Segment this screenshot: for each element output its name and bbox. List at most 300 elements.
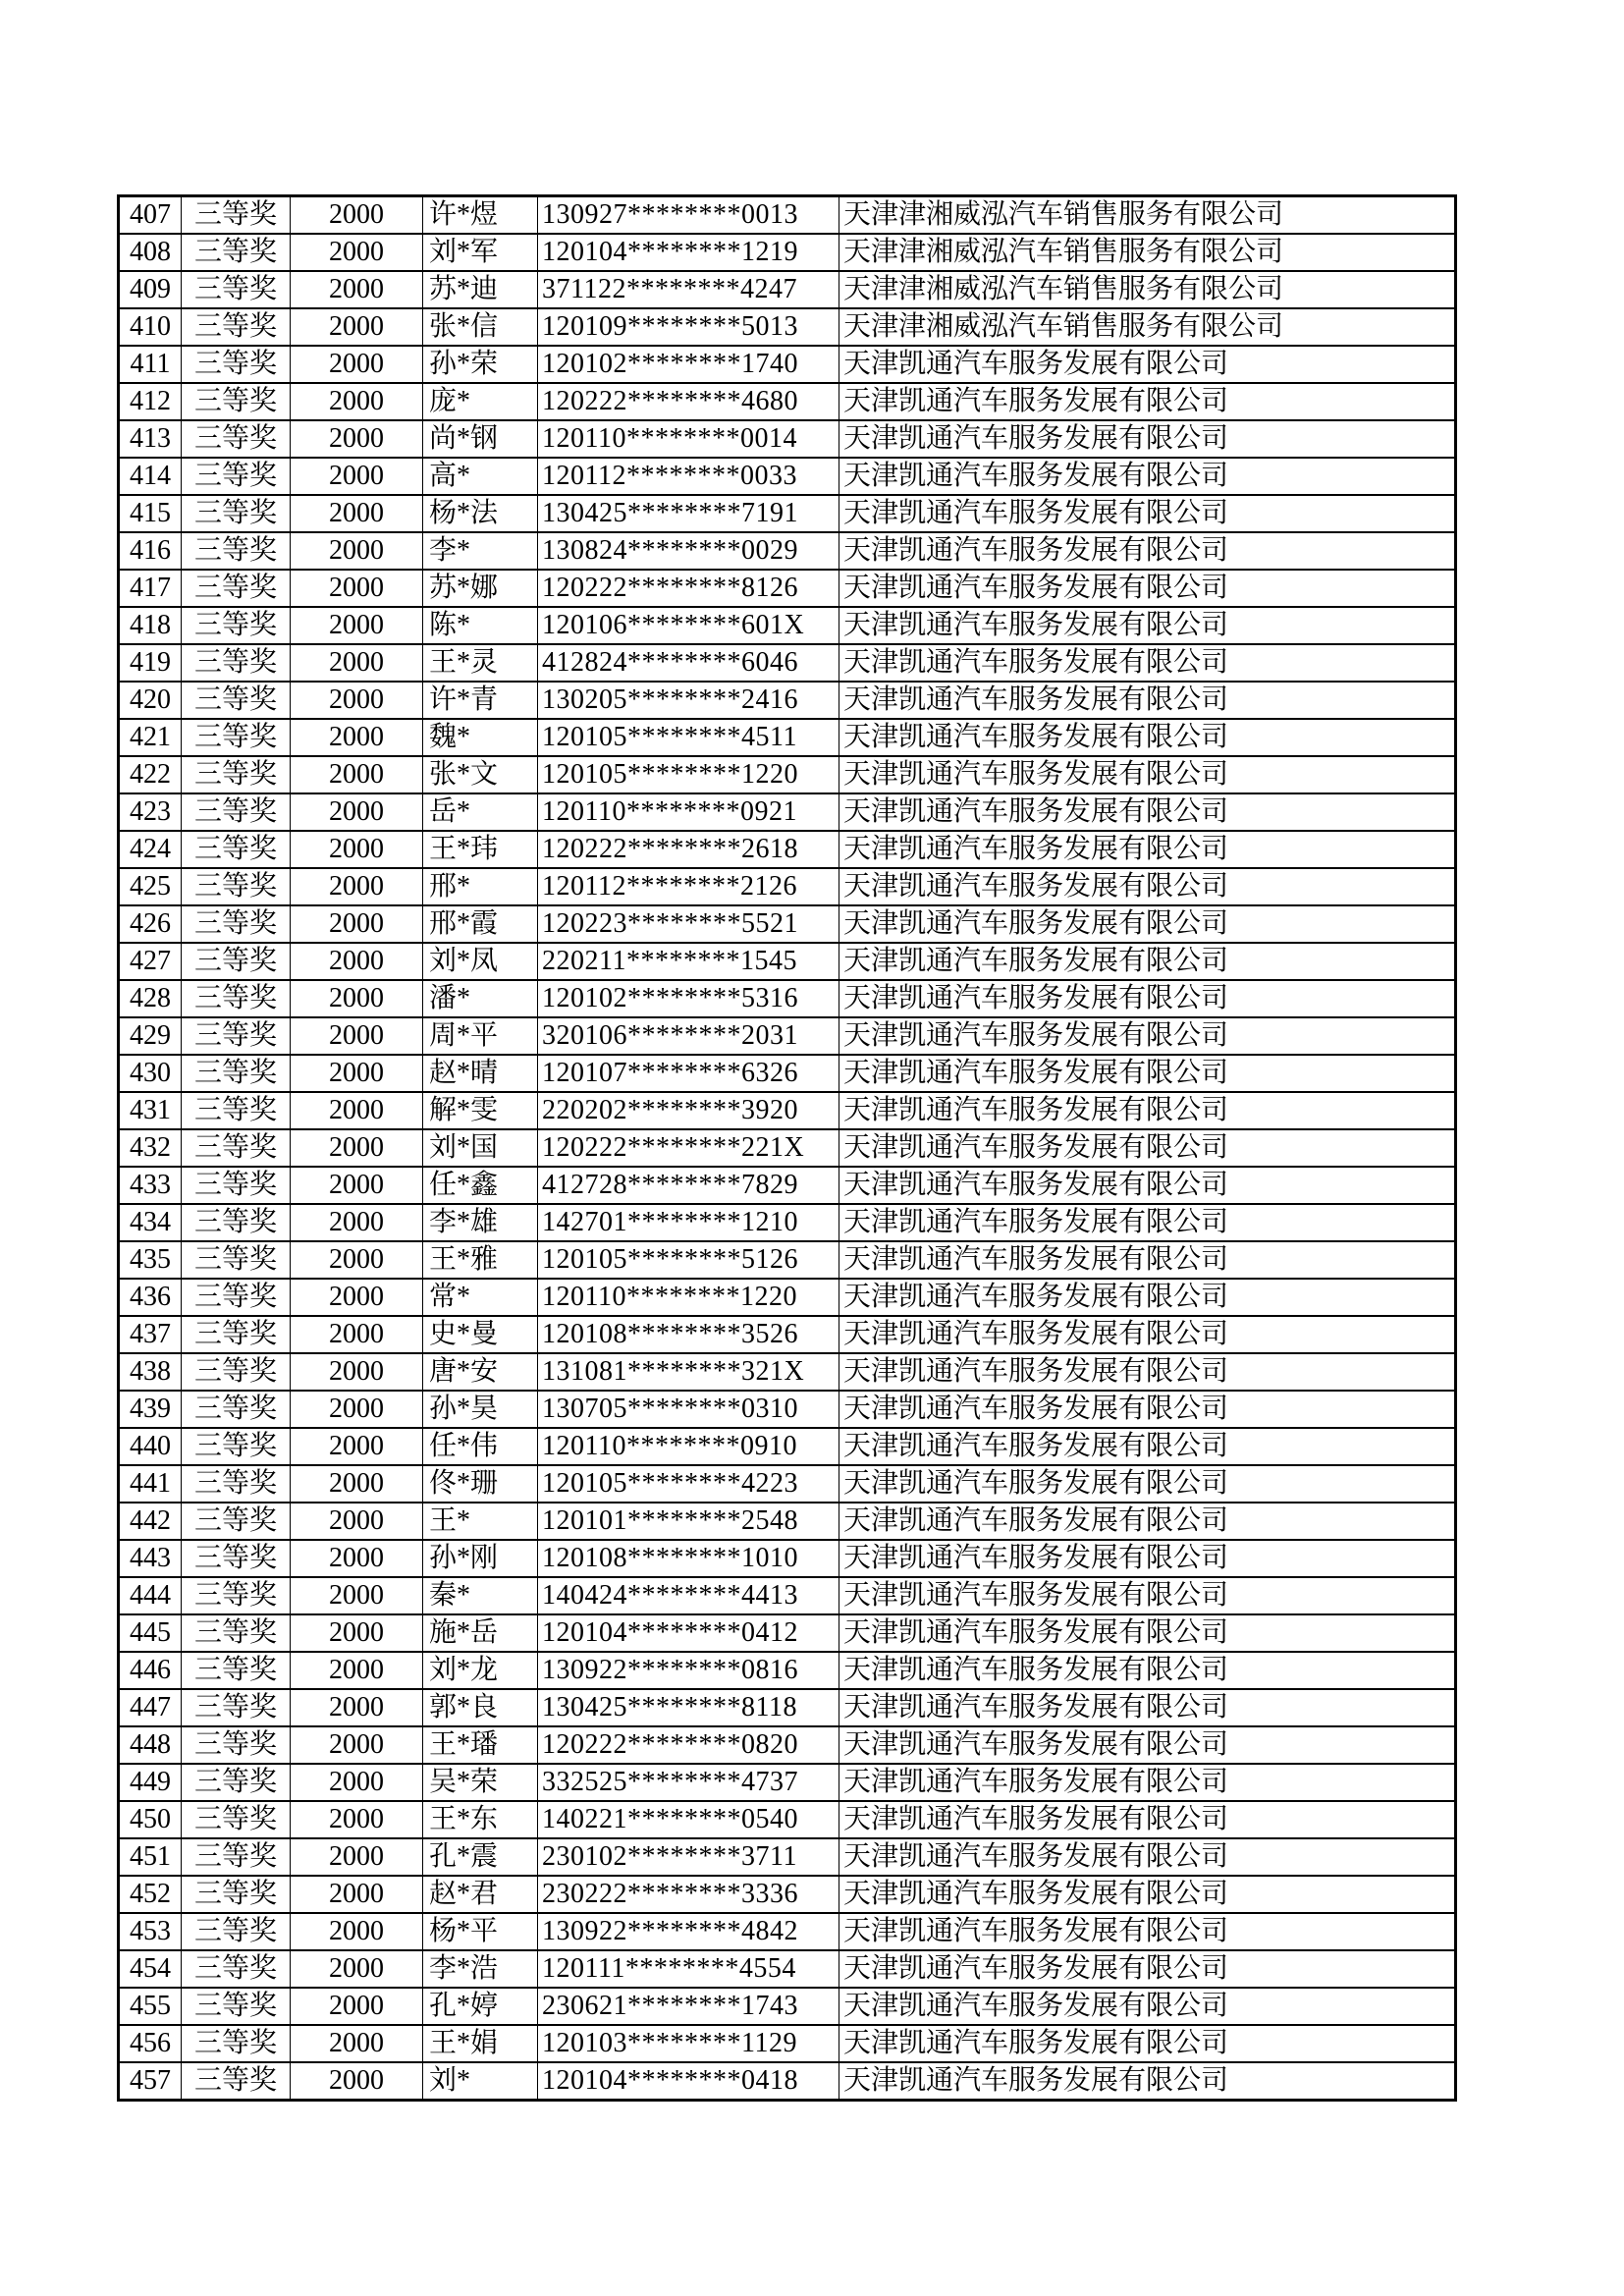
table-row (119, 644, 1456, 682)
prize-amount: 2000 (291, 1503, 423, 1540)
winner-name: 周*平 (423, 1017, 538, 1055)
prize-amount: 2000 (291, 756, 423, 793)
winner-name: 张*信 (423, 308, 538, 346)
row-number: 437 (119, 1316, 182, 1353)
company-name: 天津凯通汽车服务发展有限公司 (839, 1838, 1456, 1876)
table-row (119, 1241, 1456, 1279)
id-number: 230621********1743 (538, 1988, 839, 2025)
table-row (119, 1279, 1456, 1316)
id-number: 120110********0910 (538, 1428, 839, 1465)
winner-name: 李*雄 (423, 1204, 538, 1241)
row-number: 428 (119, 980, 182, 1017)
row-number: 424 (119, 831, 182, 868)
prize-amount: 2000 (291, 719, 423, 756)
row-number: 453 (119, 1913, 182, 1950)
table-row (119, 980, 1456, 1017)
prize-level: 三等奖 (182, 495, 291, 532)
table-row (119, 868, 1456, 905)
id-number: 130824********0029 (538, 532, 839, 570)
company-name: 天津津湘威泓汽车销售服务有限公司 (839, 234, 1456, 271)
table-row (119, 196, 1456, 235)
prize-level: 三等奖 (182, 1577, 291, 1614)
row-number: 421 (119, 719, 182, 756)
prize-level: 三等奖 (182, 1167, 291, 1204)
id-number: 120104********0412 (538, 1614, 839, 1652)
table-row (119, 831, 1456, 868)
table-row (119, 1092, 1456, 1129)
row-number: 420 (119, 682, 182, 719)
company-name: 天津凯通汽车服务发展有限公司 (839, 1726, 1456, 1764)
company-name: 天津凯通汽车服务发展有限公司 (839, 905, 1456, 943)
company-name: 天津凯通汽车服务发展有限公司 (839, 1689, 1456, 1726)
id-number: 120110********0014 (538, 420, 839, 458)
id-number: 220202********3920 (538, 1092, 839, 1129)
id-number: 120101********2548 (538, 1503, 839, 1540)
row-number: 456 (119, 2025, 182, 2062)
winner-name: 刘*龙 (423, 1652, 538, 1689)
table-row (119, 271, 1456, 308)
table-row (119, 1540, 1456, 1577)
company-name: 天津凯通汽车服务发展有限公司 (839, 1092, 1456, 1129)
id-number: 130927********0013 (538, 196, 839, 235)
prize-amount: 2000 (291, 1876, 423, 1913)
winner-name: 陈* (423, 607, 538, 644)
table-row (119, 1801, 1456, 1838)
id-number: 120222********8126 (538, 570, 839, 607)
winner-name: 佟*珊 (423, 1465, 538, 1503)
prize-level: 三等奖 (182, 271, 291, 308)
id-number: 120222********0820 (538, 1726, 839, 1764)
company-name: 天津凯通汽车服务发展有限公司 (839, 570, 1456, 607)
id-number: 120105********4223 (538, 1465, 839, 1503)
winner-name: 苏*娜 (423, 570, 538, 607)
prize-level: 三等奖 (182, 1876, 291, 1913)
prize-amount: 2000 (291, 1241, 423, 1279)
id-number: 220211********1545 (538, 943, 839, 980)
winner-name: 李*浩 (423, 1950, 538, 1988)
company-name: 天津凯通汽车服务发展有限公司 (839, 1428, 1456, 1465)
id-number: 230222********3336 (538, 1876, 839, 1913)
prize-level: 三等奖 (182, 607, 291, 644)
table-row (119, 1838, 1456, 1876)
prize-level: 三等奖 (182, 905, 291, 943)
table-row (119, 532, 1456, 570)
prize-level: 三等奖 (182, 2062, 291, 2101)
prize-amount: 2000 (291, 682, 423, 719)
prize-level: 三等奖 (182, 980, 291, 1017)
prize-amount: 2000 (291, 868, 423, 905)
winner-name: 张*文 (423, 756, 538, 793)
winner-name: 苏*迪 (423, 271, 538, 308)
company-name: 天津凯通汽车服务发展有限公司 (839, 644, 1456, 682)
row-number: 418 (119, 607, 182, 644)
table-row (119, 719, 1456, 756)
prize-level: 三等奖 (182, 1801, 291, 1838)
winner-name: 杨*法 (423, 495, 538, 532)
winner-name: 孔*震 (423, 1838, 538, 1876)
table-row (119, 943, 1456, 980)
prize-amount: 2000 (291, 1465, 423, 1503)
id-number: 332525********4737 (538, 1764, 839, 1801)
company-name: 天津凯通汽车服务发展有限公司 (839, 1540, 1456, 1577)
id-number: 120112********0033 (538, 458, 839, 495)
winner-name: 许*青 (423, 682, 538, 719)
table-row (119, 1913, 1456, 1950)
prize-level: 三等奖 (182, 234, 291, 271)
winner-name: 解*雯 (423, 1092, 538, 1129)
row-number: 417 (119, 570, 182, 607)
table-row (119, 1689, 1456, 1726)
prize-amount: 2000 (291, 458, 423, 495)
table-row (119, 383, 1456, 420)
prize-level: 三等奖 (182, 383, 291, 420)
prize-amount: 2000 (291, 1055, 423, 1092)
table-row (119, 346, 1456, 383)
winner-name: 杨*平 (423, 1913, 538, 1950)
row-number: 431 (119, 1092, 182, 1129)
company-name: 天津凯通汽车服务发展有限公司 (839, 1017, 1456, 1055)
prize-level: 三等奖 (182, 831, 291, 868)
prize-level: 三等奖 (182, 1129, 291, 1167)
prize-level: 三等奖 (182, 1428, 291, 1465)
table-row (119, 1764, 1456, 1801)
prize-level: 三等奖 (182, 719, 291, 756)
row-number: 415 (119, 495, 182, 532)
table-row (119, 793, 1456, 831)
company-name: 天津凯通汽车服务发展有限公司 (839, 1204, 1456, 1241)
id-number: 120103********1129 (538, 2025, 839, 2062)
prize-amount: 2000 (291, 495, 423, 532)
row-number: 440 (119, 1428, 182, 1465)
winner-name: 王*灵 (423, 644, 538, 682)
row-number: 438 (119, 1353, 182, 1391)
id-number: 140221********0540 (538, 1801, 839, 1838)
prize-level: 三等奖 (182, 1241, 291, 1279)
row-number: 445 (119, 1614, 182, 1652)
table-row (119, 1428, 1456, 1465)
winner-name: 任*伟 (423, 1428, 538, 1465)
id-number: 120110********1220 (538, 1279, 839, 1316)
prize-level: 三等奖 (182, 308, 291, 346)
id-number: 130705********0310 (538, 1391, 839, 1428)
winner-name: 王* (423, 1503, 538, 1540)
id-number: 120109********5013 (538, 308, 839, 346)
table-row (119, 756, 1456, 793)
row-number: 452 (119, 1876, 182, 1913)
company-name: 天津凯通汽车服务发展有限公司 (839, 1316, 1456, 1353)
company-name: 天津凯通汽车服务发展有限公司 (839, 1764, 1456, 1801)
row-number: 409 (119, 271, 182, 308)
row-number: 439 (119, 1391, 182, 1428)
prize-amount: 2000 (291, 1764, 423, 1801)
table-row (119, 1129, 1456, 1167)
prize-amount: 2000 (291, 1353, 423, 1391)
prize-level: 三等奖 (182, 1465, 291, 1503)
company-name: 天津凯通汽车服务发展有限公司 (839, 1167, 1456, 1204)
row-number: 433 (119, 1167, 182, 1204)
table-row (119, 1391, 1456, 1428)
winner-name: 许*煜 (423, 196, 538, 235)
company-name: 天津津湘威泓汽车销售服务有限公司 (839, 196, 1456, 235)
prize-amount: 2000 (291, 644, 423, 682)
row-number: 422 (119, 756, 182, 793)
prize-amount: 2000 (291, 308, 423, 346)
company-name: 天津凯通汽车服务发展有限公司 (839, 607, 1456, 644)
table-row (119, 1876, 1456, 1913)
prize-amount: 2000 (291, 271, 423, 308)
id-number: 120102********1740 (538, 346, 839, 383)
prize-amount: 2000 (291, 1428, 423, 1465)
award-table-body (119, 196, 1456, 2101)
id-number: 130425********8118 (538, 1689, 839, 1726)
prize-level: 三等奖 (182, 756, 291, 793)
row-number: 436 (119, 1279, 182, 1316)
company-name: 天津凯通汽车服务发展有限公司 (839, 719, 1456, 756)
row-number: 416 (119, 532, 182, 570)
row-number: 412 (119, 383, 182, 420)
prize-amount: 2000 (291, 1129, 423, 1167)
prize-amount: 2000 (291, 1017, 423, 1055)
prize-level: 三等奖 (182, 1652, 291, 1689)
prize-level: 三等奖 (182, 644, 291, 682)
prize-level: 三等奖 (182, 1391, 291, 1428)
prize-level: 三等奖 (182, 1055, 291, 1092)
prize-level: 三等奖 (182, 570, 291, 607)
company-name: 天津凯通汽车服务发展有限公司 (839, 1614, 1456, 1652)
id-number: 320106********2031 (538, 1017, 839, 1055)
company-name: 天津凯通汽车服务发展有限公司 (839, 1391, 1456, 1428)
id-number: 120222********2618 (538, 831, 839, 868)
id-number: 120105********4511 (538, 719, 839, 756)
prize-amount: 2000 (291, 1540, 423, 1577)
table-row (119, 1465, 1456, 1503)
table-row (119, 1017, 1456, 1055)
prize-level: 三等奖 (182, 682, 291, 719)
prize-level: 三等奖 (182, 793, 291, 831)
winner-name: 刘*凤 (423, 943, 538, 980)
prize-amount: 2000 (291, 905, 423, 943)
company-name: 天津凯通汽车服务发展有限公司 (839, 1241, 1456, 1279)
table-row (119, 495, 1456, 532)
prize-level: 三等奖 (182, 1689, 291, 1726)
winner-name: 孙*荣 (423, 346, 538, 383)
row-number: 455 (119, 1988, 182, 2025)
prize-amount: 2000 (291, 1801, 423, 1838)
company-name: 天津凯通汽车服务发展有限公司 (839, 495, 1456, 532)
company-name: 天津凯通汽车服务发展有限公司 (839, 2062, 1456, 2101)
id-number: 371122********4247 (538, 271, 839, 308)
id-number: 120108********3526 (538, 1316, 839, 1353)
table-row (119, 1988, 1456, 2025)
table-row (119, 1503, 1456, 1540)
table-row (119, 420, 1456, 458)
table-row (119, 1167, 1456, 1204)
winner-name: 史*曼 (423, 1316, 538, 1353)
winner-name: 王*玮 (423, 831, 538, 868)
winner-name: 王*雅 (423, 1241, 538, 1279)
row-number: 414 (119, 458, 182, 495)
table-row (119, 1950, 1456, 1988)
prize-amount: 2000 (291, 234, 423, 271)
table-row (119, 1204, 1456, 1241)
id-number: 120112********2126 (538, 868, 839, 905)
company-name: 天津凯通汽车服务发展有限公司 (839, 1876, 1456, 1913)
company-name: 天津津湘威泓汽车销售服务有限公司 (839, 271, 1456, 308)
prize-level: 三等奖 (182, 1204, 291, 1241)
prize-level: 三等奖 (182, 1950, 291, 1988)
company-name: 天津凯通汽车服务发展有限公司 (839, 1801, 1456, 1838)
row-number: 435 (119, 1241, 182, 1279)
id-number: 130425********7191 (538, 495, 839, 532)
winner-name: 赵*君 (423, 1876, 538, 1913)
prize-level: 三等奖 (182, 420, 291, 458)
table-row (119, 607, 1456, 644)
id-number: 120111********4554 (538, 1950, 839, 1988)
company-name: 天津凯通汽车服务发展有限公司 (839, 943, 1456, 980)
table-row (119, 2025, 1456, 2062)
prize-level: 三等奖 (182, 346, 291, 383)
prize-level: 三等奖 (182, 1764, 291, 1801)
winner-name: 邢*霞 (423, 905, 538, 943)
prize-level: 三等奖 (182, 1540, 291, 1577)
row-number: 408 (119, 234, 182, 271)
winner-name: 秦* (423, 1577, 538, 1614)
table-row (119, 308, 1456, 346)
prize-level: 三等奖 (182, 1279, 291, 1316)
prize-amount: 2000 (291, 2025, 423, 2062)
prize-amount: 2000 (291, 346, 423, 383)
prize-amount: 2000 (291, 570, 423, 607)
prize-level: 三等奖 (182, 1838, 291, 1876)
prize-amount: 2000 (291, 1577, 423, 1614)
id-number: 120106********601X (538, 607, 839, 644)
prize-amount: 2000 (291, 1950, 423, 1988)
winner-name: 施*岳 (423, 1614, 538, 1652)
prize-level: 三等奖 (182, 943, 291, 980)
prize-level: 三等奖 (182, 2025, 291, 2062)
company-name: 天津凯通汽车服务发展有限公司 (839, 756, 1456, 793)
prize-amount: 2000 (291, 383, 423, 420)
company-name: 天津凯通汽车服务发展有限公司 (839, 793, 1456, 831)
company-name: 天津凯通汽车服务发展有限公司 (839, 2025, 1456, 2062)
prize-amount: 2000 (291, 1838, 423, 1876)
winner-name: 孔*婷 (423, 1988, 538, 2025)
table-row (119, 1055, 1456, 1092)
prize-amount: 2000 (291, 420, 423, 458)
winner-name: 任*鑫 (423, 1167, 538, 1204)
prize-level: 三等奖 (182, 1913, 291, 1950)
company-name: 天津凯通汽车服务发展有限公司 (839, 1652, 1456, 1689)
row-number: 444 (119, 1577, 182, 1614)
prize-amount: 2000 (291, 532, 423, 570)
id-number: 120102********5316 (538, 980, 839, 1017)
row-number: 429 (119, 1017, 182, 1055)
row-number: 441 (119, 1465, 182, 1503)
company-name: 天津凯通汽车服务发展有限公司 (839, 1465, 1456, 1503)
table-row (119, 1726, 1456, 1764)
row-number: 450 (119, 1801, 182, 1838)
row-number: 407 (119, 196, 182, 235)
row-number: 457 (119, 2062, 182, 2101)
row-number: 448 (119, 1726, 182, 1764)
winner-name: 孙*昊 (423, 1391, 538, 1428)
winner-name: 李* (423, 532, 538, 570)
winner-name: 刘*军 (423, 234, 538, 271)
prize-level: 三等奖 (182, 1726, 291, 1764)
id-number: 140424********4413 (538, 1577, 839, 1614)
id-number: 120223********5521 (538, 905, 839, 943)
winner-name: 唐*安 (423, 1353, 538, 1391)
table-row (119, 1652, 1456, 1689)
table-row (119, 458, 1456, 495)
company-name: 天津凯通汽车服务发展有限公司 (839, 420, 1456, 458)
prize-amount: 2000 (291, 793, 423, 831)
prize-level: 三等奖 (182, 196, 291, 235)
prize-amount: 2000 (291, 943, 423, 980)
winner-name: 刘*国 (423, 1129, 538, 1167)
id-number: 412824********6046 (538, 644, 839, 682)
table-row (119, 1353, 1456, 1391)
id-number: 120222********4680 (538, 383, 839, 420)
prize-amount: 2000 (291, 1204, 423, 1241)
row-number: 454 (119, 1950, 182, 1988)
prize-amount: 2000 (291, 1726, 423, 1764)
winner-name: 潘* (423, 980, 538, 1017)
row-number: 426 (119, 905, 182, 943)
winner-name: 王*东 (423, 1801, 538, 1838)
table-row (119, 1316, 1456, 1353)
company-name: 天津凯通汽车服务发展有限公司 (839, 1353, 1456, 1391)
prize-level: 三等奖 (182, 1503, 291, 1540)
prize-amount: 2000 (291, 1316, 423, 1353)
row-number: 413 (119, 420, 182, 458)
id-number: 230102********3711 (538, 1838, 839, 1876)
id-number: 120110********0921 (538, 793, 839, 831)
company-name: 天津凯通汽车服务发展有限公司 (839, 1503, 1456, 1540)
prize-level: 三等奖 (182, 458, 291, 495)
table-row (119, 682, 1456, 719)
prize-amount: 2000 (291, 1913, 423, 1950)
prize-level: 三等奖 (182, 868, 291, 905)
winner-name: 魏* (423, 719, 538, 756)
prize-level: 三等奖 (182, 532, 291, 570)
row-number: 443 (119, 1540, 182, 1577)
winner-name: 庞* (423, 383, 538, 420)
id-number: 120222********221X (538, 1129, 839, 1167)
company-name: 天津凯通汽车服务发展有限公司 (839, 1129, 1456, 1167)
winner-name: 王*璠 (423, 1726, 538, 1764)
company-name: 天津凯通汽车服务发展有限公司 (839, 868, 1456, 905)
prize-amount: 2000 (291, 1652, 423, 1689)
prize-amount: 2000 (291, 196, 423, 235)
id-number: 130205********2416 (538, 682, 839, 719)
id-number: 120104********1219 (538, 234, 839, 271)
row-number: 449 (119, 1764, 182, 1801)
row-number: 434 (119, 1204, 182, 1241)
company-name: 天津凯通汽车服务发展有限公司 (839, 1950, 1456, 1988)
row-number: 446 (119, 1652, 182, 1689)
prize-level: 三等奖 (182, 1017, 291, 1055)
prize-amount: 2000 (291, 2062, 423, 2101)
id-number: 142701********1210 (538, 1204, 839, 1241)
prize-amount: 2000 (291, 1167, 423, 1204)
winner-name: 尚*钢 (423, 420, 538, 458)
company-name: 天津凯通汽车服务发展有限公司 (839, 1055, 1456, 1092)
company-name: 天津凯通汽车服务发展有限公司 (839, 831, 1456, 868)
winner-name: 赵*晴 (423, 1055, 538, 1092)
award-table (117, 194, 1457, 2102)
table-row (119, 1577, 1456, 1614)
